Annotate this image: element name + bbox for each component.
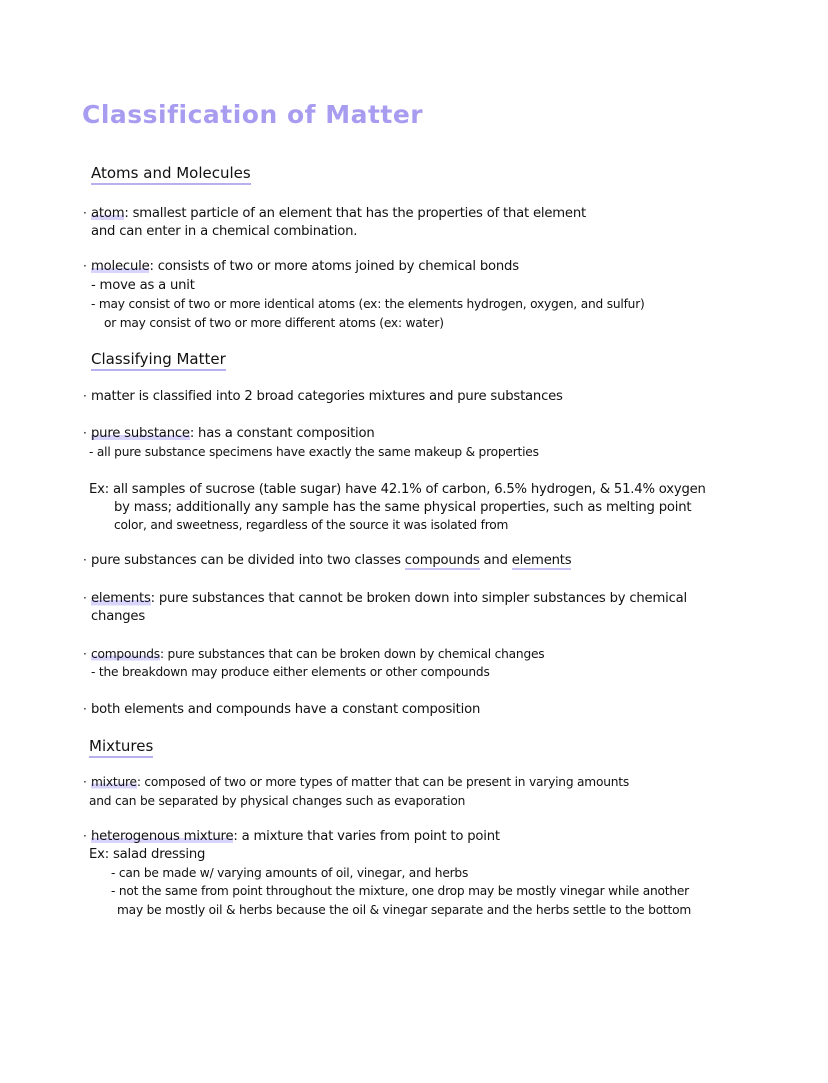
bullet-icon: · [83, 829, 87, 843]
sucrose-example-3: color, and sweetness, regardless of the source it was isolated from [114, 518, 509, 532]
term-atom: atom [91, 206, 125, 221]
bullet-icon: · [83, 426, 87, 440]
compounds-sub: - the breakdown may produce either elements or other compounds [91, 665, 490, 679]
sucrose-example-2: by mass; additionally any sample has the same physical properties, such as melting point [114, 500, 692, 515]
section-heading-atoms: Atoms and Molecules [91, 164, 251, 182]
section-heading-mixtures: Mixtures [89, 737, 153, 755]
molecule-sub-3: or may consist of two or more different atoms (ex: water) [104, 316, 444, 330]
term-compounds: compounds [91, 647, 160, 661]
classify-point-1: · matter is classified into 2 broad categories mixtures and pure substances [83, 389, 563, 404]
bullet-icon: · [83, 553, 87, 567]
heterogenous-sub-2: - not the same from point throughout the mixture, one drop may be mostly vinegar while another [111, 884, 689, 898]
term-pure-substance: pure substance [91, 426, 190, 441]
atom-definition: · atom: smallest particle of an element that has the properties of that element [83, 206, 586, 221]
atom-definition-cont: and can enter in a chemical combination. [91, 224, 358, 239]
pure-substance-sub: - all pure substance specimens have exactly the same makeup & properties [89, 445, 539, 459]
molecule-sub-2: - may consist of two or more identical atoms (ex: the elements hydrogen, oxygen, and sulfur) [91, 297, 645, 311]
bullet-icon: · [83, 702, 87, 716]
heterogenous-example: Ex: salad dressing [89, 847, 206, 862]
term-mixture: mixture [91, 775, 137, 789]
section-heading-classifying: Classifying Matter [91, 350, 226, 368]
heterogenous-definition: · heterogenous mixture: a mixture that varies from point to point [83, 829, 500, 844]
compounds-definition: · compounds: pure substances that can be broken down by chemical changes [83, 647, 545, 661]
bullet-icon: · [83, 591, 87, 605]
classify-point-2: · pure substances can be divided into two classes compounds and elements [83, 553, 572, 568]
term-heterogenous-mixture: heterogenous mixture [91, 829, 234, 844]
pure-substance-definition: · pure substance: has a constant composition [83, 426, 375, 441]
elements-definition: · elements: pure substances that cannot be broken down into simpler substances by chemical [83, 591, 687, 606]
term-compounds-underlined: compounds [404, 553, 480, 568]
bullet-icon: · [83, 389, 87, 403]
bullet-icon: · [83, 259, 87, 273]
heterogenous-sub-1: - can be made w/ varying amounts of oil, vinegar, and herbs [111, 866, 469, 880]
page-title: Classification of Matter [82, 100, 424, 129]
bullet-icon: · [83, 206, 87, 220]
elements-definition-cont: changes [91, 609, 146, 624]
bullet-icon: · [83, 775, 87, 789]
sucrose-example-1: Ex: all samples of sucrose (table sugar) have 42.1% of carbon, 6.5% hydrogen, & 51.4% oxygen [89, 482, 706, 497]
classify-point-3: · both elements and compounds have a constant composition [83, 702, 481, 717]
molecule-definition: · molecule: consists of two or more atoms joined by chemical bonds [83, 259, 519, 274]
term-elements: elements [91, 591, 151, 606]
term-elements-underlined: elements [511, 553, 572, 568]
term-molecule: molecule [91, 259, 150, 274]
bullet-icon: · [83, 647, 87, 661]
mixture-definition-cont: and can be separated by physical changes such as evaporation [89, 794, 466, 808]
molecule-sub-1: - move as a unit [91, 278, 195, 293]
heterogenous-sub-3: may be mostly oil & herbs because the oil & vinegar separate and the herbs settle to the bottom [117, 903, 692, 917]
mixture-definition: · mixture: composed of two or more types of matter that can be present in varying amounts [83, 775, 630, 789]
